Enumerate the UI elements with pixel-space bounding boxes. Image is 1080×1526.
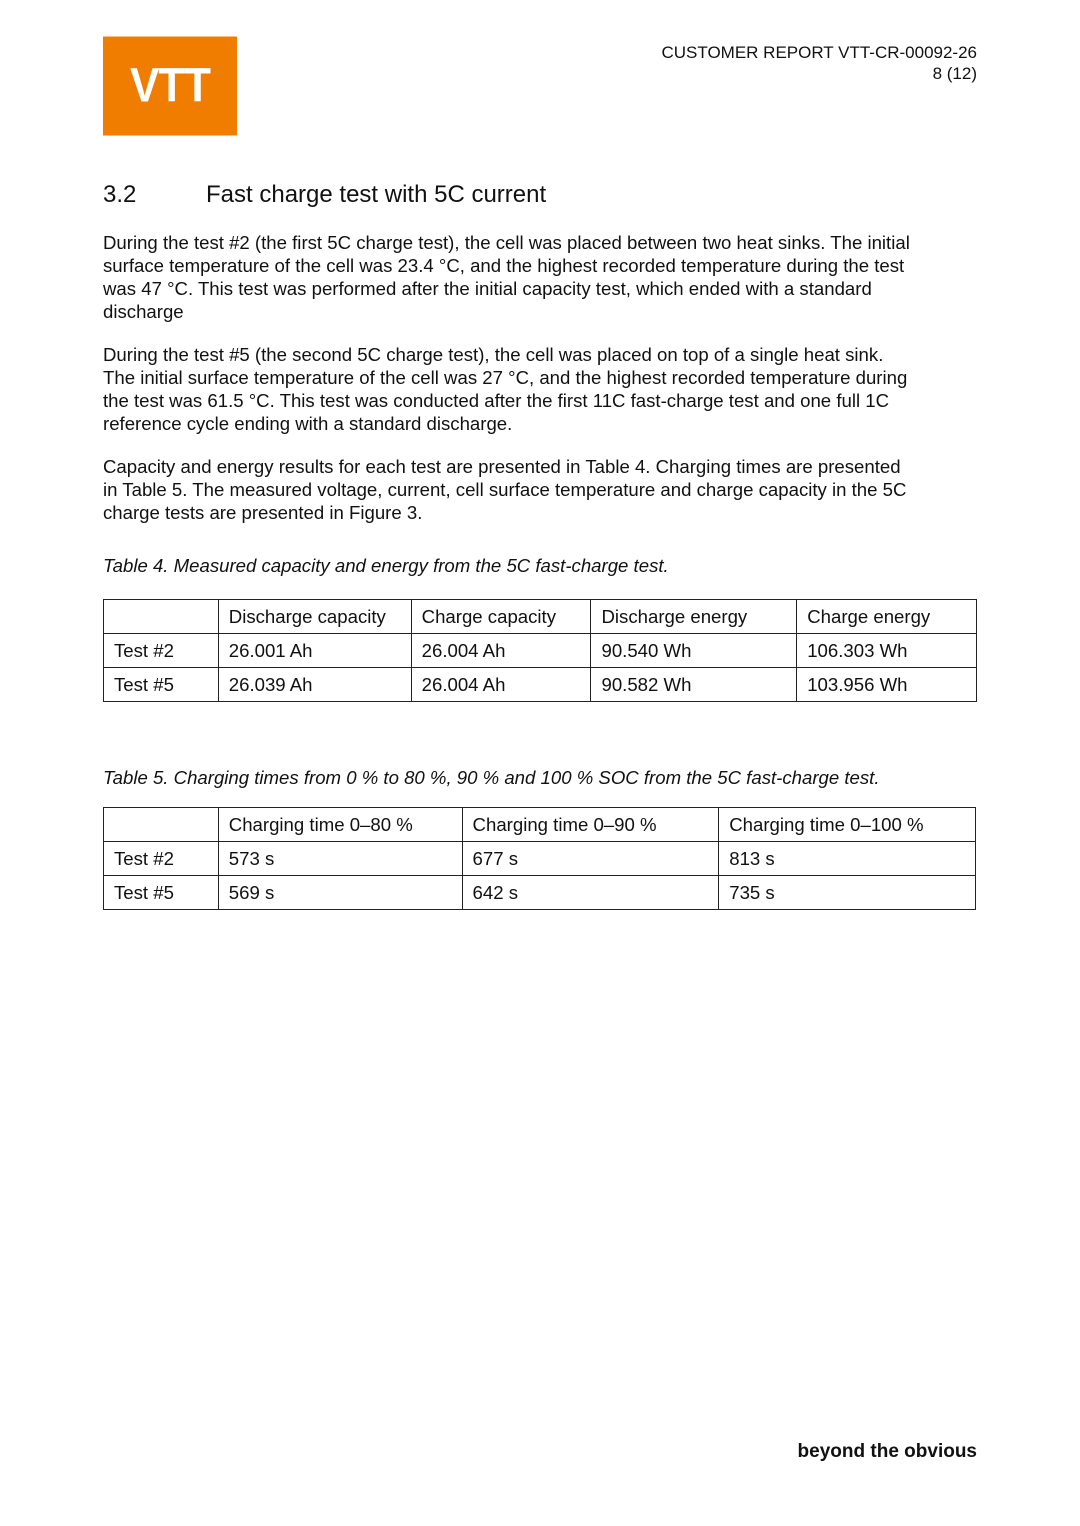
table-cell: 106.303 Wh xyxy=(797,634,977,668)
table-cell: 26.004 Ah xyxy=(411,668,591,702)
text-line: charge tests are presented in Figure 3. xyxy=(103,502,423,523)
table5-caption: Table 5. Charging times from 0 % to 80 %, 90 % and 100 % SOC from the 5C fast-charge test. xyxy=(103,767,880,788)
text-line: discharge xyxy=(103,301,184,322)
table-cell: Test #5 xyxy=(104,876,219,910)
table-row xyxy=(104,842,976,876)
table-cell: 677 s xyxy=(462,842,719,876)
table-row xyxy=(104,876,976,910)
section-number: 3.2 xyxy=(103,181,137,208)
table-cell: 813 s xyxy=(719,842,976,876)
table-cell: Test #5 xyxy=(104,668,219,702)
text-line: During the test #2 (the first 5C charge test), the cell was placed between two heat sinks. The initial xyxy=(103,232,910,253)
page-number: 8 (12) xyxy=(932,64,977,83)
table-cell: 103.956 Wh xyxy=(797,668,977,702)
table-cell: Charge capacity xyxy=(411,600,591,634)
table-cell: 573 s xyxy=(218,842,462,876)
table-cell: Discharge capacity xyxy=(218,600,411,634)
table4-caption: Table 4. Measured capacity and energy from the 5C fast-charge test. xyxy=(103,555,669,576)
text-line: the test was 61.5 °C. This test was conducted after the first 11C fast-charge test and one full 1C xyxy=(103,390,890,411)
table-cell: 735 s xyxy=(719,876,976,910)
table-cell: 26.039 Ah xyxy=(218,668,411,702)
text-line: During the test #5 (the second 5C charge test), the cell was placed on top of a single heat sink. xyxy=(103,344,884,365)
table-cell: 90.582 Wh xyxy=(591,668,797,702)
table-cell: 642 s xyxy=(462,876,719,910)
section-heading xyxy=(103,181,547,209)
table-cell xyxy=(104,808,219,842)
paragraph-2 xyxy=(103,343,907,435)
table-cell xyxy=(104,600,219,634)
text-line: surface temperature of the cell was 23.4 °C, and the highest recorded temperature during the test xyxy=(103,255,905,276)
table-cell: 26.004 Ah xyxy=(411,634,591,668)
report-id: CUSTOMER REPORT VTT-CR-00092-26 xyxy=(661,43,977,62)
table-cell: 90.540 Wh xyxy=(591,634,797,668)
table-header-row xyxy=(104,808,976,842)
table5 xyxy=(103,807,976,910)
paragraph-1 xyxy=(103,231,910,323)
table-cell: Discharge energy xyxy=(591,600,797,634)
table-cell: Charging time 0–100 % xyxy=(719,808,976,842)
paragraph-3 xyxy=(103,455,906,524)
text-line: was 47 °C. This test was performed after the initial capacity test, which ended with a standard xyxy=(103,278,872,299)
text-line: Capacity and energy results for each test are presented in Table 4. Charging times are presented xyxy=(103,456,901,477)
vtt-logo: VTT xyxy=(103,37,237,136)
table-cell: Test #2 xyxy=(104,842,219,876)
table4 xyxy=(103,599,977,702)
table-cell: Charging time 0–80 % xyxy=(218,808,462,842)
table-header-row xyxy=(104,600,977,634)
table-cell: Test #2 xyxy=(104,634,219,668)
table-cell: 569 s xyxy=(218,876,462,910)
table-cell: Charging time 0–90 % xyxy=(462,808,719,842)
footer-tagline: beyond the obvious xyxy=(797,1441,977,1462)
text-line: in Table 5. The measured voltage, current, cell surface temperature and charge capacity in the 5C xyxy=(103,479,907,500)
table-cell: 26.001 Ah xyxy=(218,634,411,668)
table-row xyxy=(104,668,977,702)
text-line: The initial surface temperature of the cell was 27 °C, and the highest recorded temperature during xyxy=(103,367,908,388)
table-row xyxy=(104,634,977,668)
table-cell: Charge energy xyxy=(797,600,977,634)
section-title: Fast charge test with 5C current xyxy=(206,181,547,208)
report-header xyxy=(661,42,977,84)
text-line: reference cycle ending with a standard discharge. xyxy=(103,413,513,434)
